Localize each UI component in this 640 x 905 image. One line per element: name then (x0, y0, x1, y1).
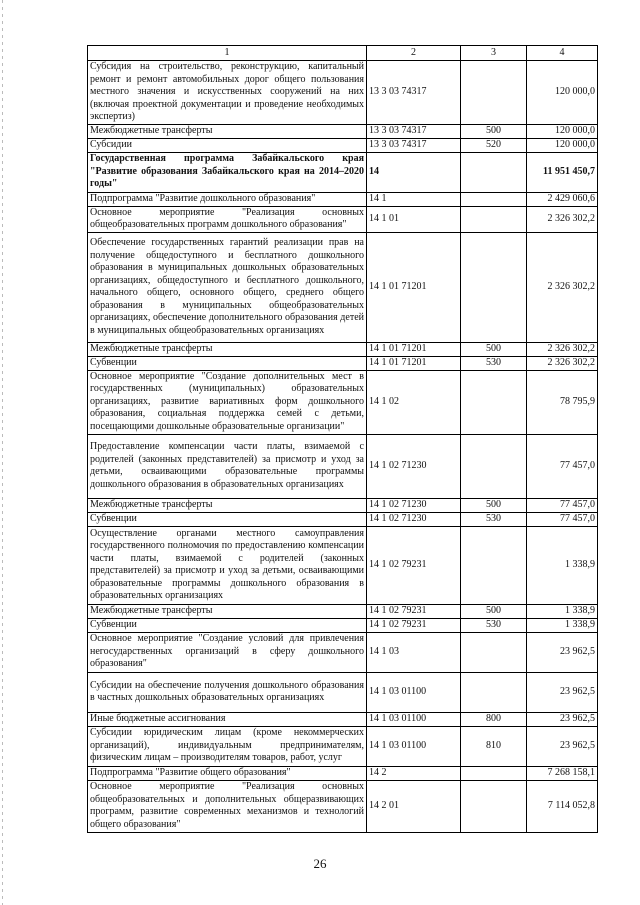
table-row (88, 672, 598, 712)
row-code-cell: 13 3 03 74317 (367, 124, 461, 138)
row-name-cell: Основное мероприятие "Реализация основных общеобразовательных программ дошкольного образования" (88, 206, 367, 232)
row-name-cell: Подпрограмма "Развитие дошкольного образования" (88, 192, 367, 206)
table-row (88, 356, 598, 370)
row-name-cell: Субвенции (88, 618, 367, 632)
table-header-row (88, 46, 598, 61)
row-expense-type-cell (461, 780, 527, 832)
row-code-cell: 13 3 03 74317 (367, 138, 461, 152)
row-code-cell: 14 1 02 71230 (367, 434, 461, 498)
row-amount-cell: 7 268 158,1 (527, 766, 598, 780)
table-row (88, 342, 598, 356)
row-code-cell: 14 1 03 (367, 632, 461, 672)
row-code-cell: 14 1 01 71201 (367, 356, 461, 370)
row-expense-type-cell (461, 232, 527, 342)
row-name-cell: Субвенции (88, 512, 367, 526)
row-amount-cell: 2 429 060,6 (527, 192, 598, 206)
row-amount-cell: 77 457,0 (527, 498, 598, 512)
row-code-cell: 14 1 03 01100 (367, 672, 461, 712)
row-amount-cell: 77 457,0 (527, 434, 598, 498)
row-code-cell: 14 1 01 71201 (367, 342, 461, 356)
table-row (88, 780, 598, 832)
row-expense-type-cell (461, 434, 527, 498)
table-row (88, 766, 598, 780)
row-expense-type-cell (461, 370, 527, 434)
row-amount-cell: 7 114 052,8 (527, 780, 598, 832)
row-name-cell: Субсидии на обеспечение получения дошкольного образования в частных дошкольных образовательных организациях (88, 672, 367, 712)
header-col-2: 2 (367, 46, 461, 61)
row-code-cell: 14 1 01 71201 (367, 232, 461, 342)
row-expense-type-cell: 530 (461, 618, 527, 632)
table-row (88, 192, 598, 206)
row-amount-cell: 1 338,9 (527, 526, 598, 604)
row-name-cell: Субсидия на строительство, реконструкцию, капитальный ремонт и ремонт автомобильных дорог общего пользования местного значения и искусственных сооружений на них (включая проектной документации и проведение необходимых экспертиз) (88, 61, 367, 125)
table-row (88, 712, 598, 726)
table-row (88, 206, 598, 232)
row-code-cell: 13 3 03 74317 (367, 61, 461, 125)
row-expense-type-cell (461, 152, 527, 192)
row-amount-cell: 23 962,5 (527, 672, 598, 712)
row-expense-type-cell: 500 (461, 342, 527, 356)
table-body (88, 61, 598, 833)
row-name-cell: Межбюджетные трансферты (88, 342, 367, 356)
row-amount-cell: 1 338,9 (527, 604, 598, 618)
row-code-cell: 14 1 (367, 192, 461, 206)
row-name-cell: Обеспечение государственных гарантий реализации прав на получение общедоступного и бесплатного дошкольного образования в муниципальных дошкольных образовательных организациях, общедоступного и бесплатного дошкольного, начального общего, основного общего, среднего общего образования в муниципальных общеобразовательных организациях, обеспечение дополнительного образования детей в муниципальных общеобразовательных организациях (88, 232, 367, 342)
table-row (88, 632, 598, 672)
table-row (88, 124, 598, 138)
row-name-cell: Предоставление компенсации части платы, взимаемой с родителей (законных представителей) за присмотр и уход за детьми, осваивающими образовательные программы дошкольного образования в образовательных организациях (88, 434, 367, 498)
row-expense-type-cell: 800 (461, 712, 527, 726)
row-code-cell: 14 1 01 (367, 206, 461, 232)
row-code-cell: 14 1 02 79231 (367, 526, 461, 604)
header-col-1: 1 (88, 46, 367, 61)
table-row (88, 434, 598, 498)
table-row (88, 512, 598, 526)
row-name-cell: Межбюджетные трансферты (88, 498, 367, 512)
row-amount-cell: 120 000,0 (527, 61, 598, 125)
row-code-cell: 14 (367, 152, 461, 192)
row-code-cell: 14 2 01 (367, 780, 461, 832)
row-name-cell: Межбюджетные трансферты (88, 124, 367, 138)
row-expense-type-cell: 530 (461, 512, 527, 526)
page-number: 26 (313, 856, 327, 871)
table-row (88, 61, 598, 125)
table-row (88, 726, 598, 766)
row-amount-cell: 11 951 450,7 (527, 152, 598, 192)
budget-table (87, 45, 598, 833)
row-name-cell: Государственная программа Забайкальского края "Развитие образования Забайкальского края на 2014–2020 годы" (88, 152, 367, 192)
table-row (88, 370, 598, 434)
row-amount-cell: 77 457,0 (527, 512, 598, 526)
row-code-cell: 14 1 03 01100 (367, 726, 461, 766)
row-expense-type-cell (461, 632, 527, 672)
row-expense-type-cell (461, 206, 527, 232)
row-name-cell: Основное мероприятие "Реализация основных общеобразовательных и дополнительных общеразвивающих программ, развитие современных механизмов и технологий общего образования" (88, 780, 367, 832)
row-code-cell: 14 1 02 79231 (367, 618, 461, 632)
row-name-cell: Иные бюджетные ассигнования (88, 712, 367, 726)
table-row (88, 232, 598, 342)
row-expense-type-cell (461, 192, 527, 206)
row-name-cell: Субсидии (88, 138, 367, 152)
row-expense-type-cell: 500 (461, 604, 527, 618)
row-expense-type-cell: 520 (461, 138, 527, 152)
row-amount-cell: 1 338,9 (527, 618, 598, 632)
row-name-cell: Основное мероприятие "Создание дополнительных мест в государственных (муниципальных) образовательных организациях, развитие вариативных форм дошкольного образования, социальная поддержка семей с детьми, посещающими дошкольные образовательные организации" (88, 370, 367, 434)
row-amount-cell: 23 962,5 (527, 632, 598, 672)
row-code-cell: 14 1 02 79231 (367, 604, 461, 618)
row-amount-cell: 23 962,5 (527, 726, 598, 766)
row-expense-type-cell (461, 61, 527, 125)
row-expense-type-cell: 500 (461, 498, 527, 512)
row-name-cell: Субвенции (88, 356, 367, 370)
row-expense-type-cell (461, 526, 527, 604)
row-name-cell: Субсидии юридическим лицам (кроме некоммерческих организаций), индивидуальным предпринимателям, физическим лицам – производителям товаров, работ, услуг (88, 726, 367, 766)
row-amount-cell: 2 326 302,2 (527, 356, 598, 370)
table-row (88, 498, 598, 512)
header-col-4: 4 (527, 46, 598, 61)
table-row (88, 526, 598, 604)
table-row (88, 604, 598, 618)
row-code-cell: 14 1 03 01100 (367, 712, 461, 726)
row-expense-type-cell (461, 766, 527, 780)
table-row (88, 152, 598, 192)
row-code-cell: 14 1 02 71230 (367, 512, 461, 526)
table-row (88, 618, 598, 632)
row-amount-cell: 78 795,9 (527, 370, 598, 434)
row-amount-cell: 2 326 302,2 (527, 206, 598, 232)
row-code-cell: 14 1 02 71230 (367, 498, 461, 512)
row-amount-cell: 23 962,5 (527, 712, 598, 726)
row-name-cell: Межбюджетные трансферты (88, 604, 367, 618)
header-col-3: 3 (461, 46, 527, 61)
row-expense-type-cell: 500 (461, 124, 527, 138)
row-expense-type-cell (461, 672, 527, 712)
table-row (88, 138, 598, 152)
row-amount-cell: 2 326 302,2 (527, 232, 598, 342)
row-name-cell: Осуществление органами местного самоуправления государственного полномочия по предоставлению компенсации части платы, взимаемой с родителей (законных представителей) за присмотр и уход за детьми, осваивающими образовательные программы дошкольного образования в образовательных организациях (88, 526, 367, 604)
row-amount-cell: 120 000,0 (527, 138, 598, 152)
row-expense-type-cell: 530 (461, 356, 527, 370)
row-code-cell: 14 2 (367, 766, 461, 780)
row-expense-type-cell: 810 (461, 726, 527, 766)
row-name-cell: Основное мероприятие "Создание условий для привлечения негосударственных организаций в сферу дошкольного образования" (88, 632, 367, 672)
row-amount-cell: 120 000,0 (527, 124, 598, 138)
scan-edge (2, 0, 3, 905)
row-amount-cell: 2 326 302,2 (527, 342, 598, 356)
row-name-cell: Подпрограмма "Развитие общего образования" (88, 766, 367, 780)
row-code-cell: 14 1 02 (367, 370, 461, 434)
